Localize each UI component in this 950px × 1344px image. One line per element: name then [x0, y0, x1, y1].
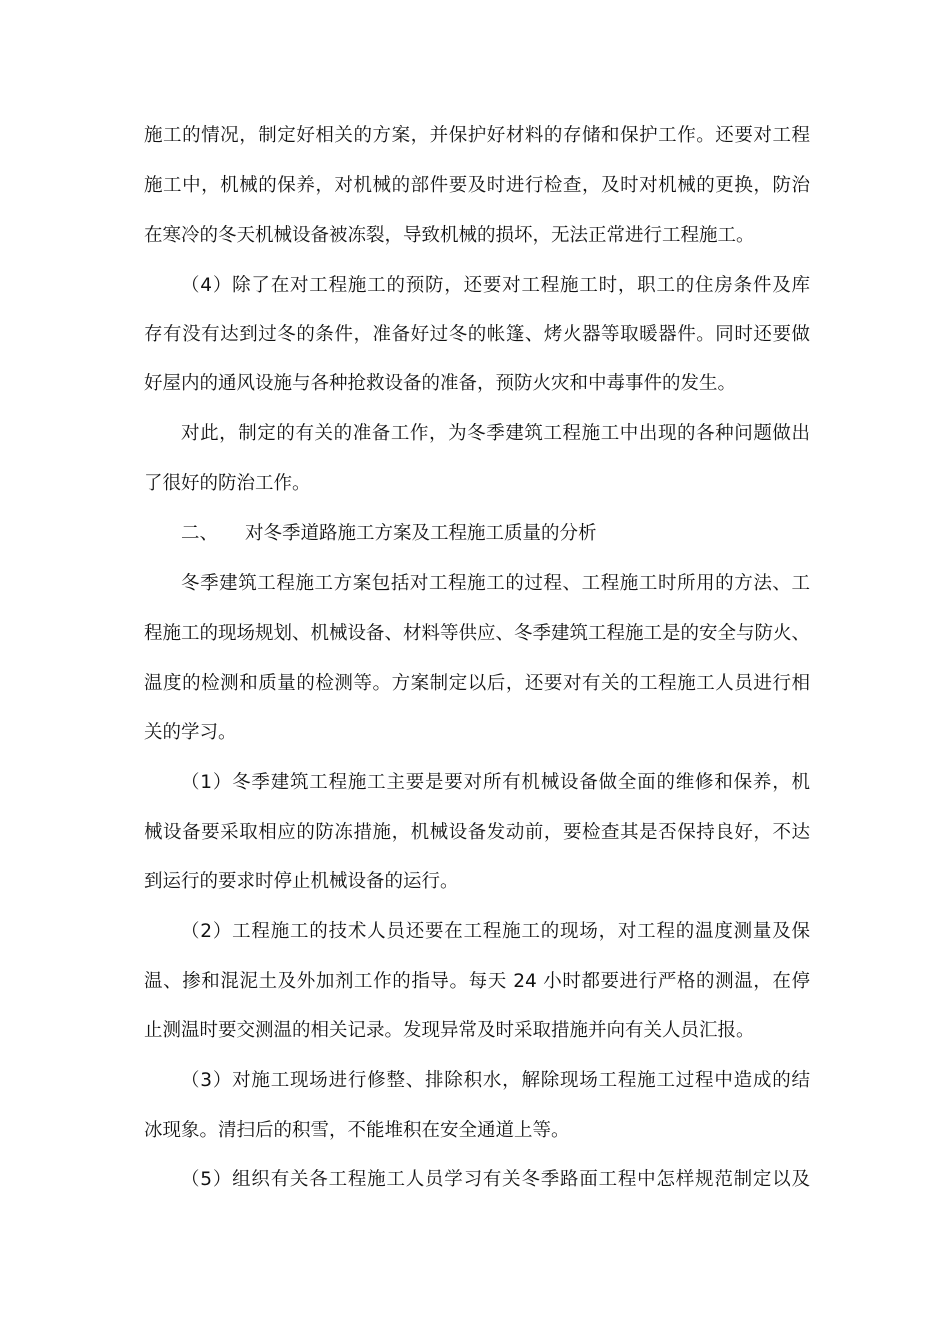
paragraph-first-line: （4）除了在对工程施工的预防，还要对工程施工时，职工的住房条件及库	[181, 275, 810, 296]
text-line: 程施工的现场规划、机械设备、材料等供应、冬季建筑工程施工是的安全与防火、	[144, 623, 810, 644]
paragraph-first-line: 对此，制定的有关的准备工作，为冬季建筑工程施工中出现的各种问题做出	[181, 423, 810, 444]
text-line: 温度的检测和质量的检测等。方案制定以后，还要对有关的工程施工人员进行相	[144, 673, 810, 694]
text-line: 冰现象。清扫后的积雪，不能堆积在安全通道上等。	[144, 1120, 570, 1141]
text-line: 存有没有达到过冬的条件，准备好过冬的帐篷、烤火器等取暖器件。同时还要做	[144, 324, 810, 345]
text-line: 了很好的防治工作。	[144, 473, 311, 494]
paragraph-first-line: （2）工程施工的技术人员还要在工程施工的现场，对工程的温度测量及保	[181, 921, 810, 942]
section-heading-number: 二、	[181, 523, 219, 544]
text-line: 关的学习。	[144, 722, 237, 743]
paragraph-first-line: （3）对施工现场进行修整、排除积水，解除现场工程施工过程中造成的结	[181, 1070, 810, 1091]
text-line: 在寒冷的冬天机械设备被冻裂，导致机械的损坏，无法正常进行工程施工。	[144, 225, 755, 246]
text-line: 温、掺和混泥土及外加剂工作的指导。每天 24 小时都要进行严格的测温，在停	[144, 971, 810, 992]
paragraph-first-line: （5）组织有关各工程施工人员学习有关冬季路面工程中怎样规范制定以及	[181, 1169, 810, 1190]
text-line: 械设备要采取相应的防冻措施，机械设备发动前，要检查其是否保持良好，不达	[144, 822, 810, 843]
paragraph-first-line: 冬季建筑工程施工方案包括对工程施工的过程、工程施工时所用的方法、工	[181, 573, 810, 594]
section-heading: 对冬季道路施工方案及工程施工质量的分析	[245, 523, 597, 544]
text-line: 到运行的要求时停止机械设备的运行。	[144, 871, 459, 892]
text-line: 施工中，机械的保养，对机械的部件要及时进行检查，及时对机械的更换，防治	[144, 175, 810, 196]
paragraph-first-line: （1）冬季建筑工程施工主要是要对所有机械设备做全面的维修和保养，机	[181, 772, 810, 793]
text-line: 好屋内的通风设施与各种抢救设备的准备，预防火灾和中毒事件的发生。	[144, 373, 737, 394]
text-line: 止测温时要交测温的相关记录。发现异常及时采取措施并向有关人员汇报。	[144, 1020, 755, 1041]
text-line: 施工的情况，制定好相关的方案，并保护好材料的存储和保护工作。还要对工程	[144, 125, 810, 146]
